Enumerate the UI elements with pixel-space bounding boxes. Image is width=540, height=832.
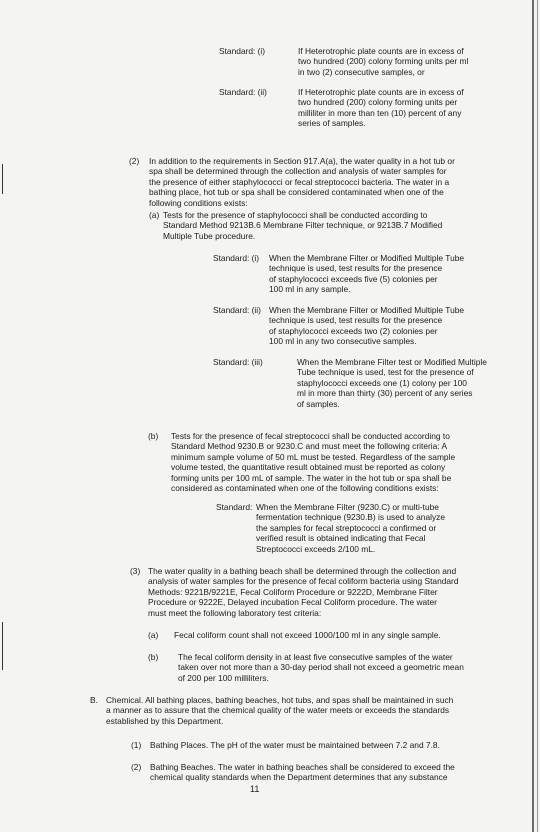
standard-label: Standard: (iii) (213, 357, 263, 367)
standard-text: If Heterotrophic plate counts are in excess of two hundred (200) colony forming units per milliliter in more than ten (10) percent of any series of samples. (298, 87, 464, 129)
paragraph-text: Tests for the presence of fecal streptococci shall be conducted according to Standard Method 9230.B or 9230.C and must meet the following criteria: A minimum sample volume of 50 mL must be tested. Regardless of the sample volume tested, the quantitative result obtained must be reported as colony forming units per 100 mL of sample. The water in the hot tub or spa shall be considered as contaminated when one of the following conditions exists: (171, 431, 456, 494)
scan-edge (537, 0, 538, 832)
standard-label: Standard: (ii) (213, 305, 261, 315)
paragraph-text: Bathing Beaches. The water in bathing beaches shall be considered to exceed the chemical quality standards when the Department determines that any substance (150, 762, 455, 783)
paragraph-text: Tests for the presence of staphylococci shall be conducted according to Standard Method 9213B.6 Membrane Filter technique, or 9213B.7 Modified Multiple Tube procedure. (163, 210, 443, 241)
paragraph-number: (b) (148, 652, 159, 662)
scan-edge (532, 0, 534, 832)
standard-text: When the Membrane Filter or Modified Multiple Tube technique is used, test results for the presence of staphylococci exceeds five (5) colonies per 100 ml in any sample. (269, 253, 465, 295)
standard-text: When the Membrane Filter test or Modified Multiple Tube technique is used, test for the presence of staphylococci exceeds one (1) colony per 100 ml in more than thirty (30) percent of any series of samples. (297, 357, 487, 409)
standard-text: When the Membrane Filter (9230.C) or multi-tube fermentation technique (9230.B) is used to analyze the samples for fecal streptococci a confirmed or verified result is obtained indicating that Fecal Streptococci exceeds 2/100 mL. (256, 502, 446, 554)
paragraph-number: (a) (149, 210, 160, 220)
standard-label: Standard: (i) (219, 46, 266, 56)
standard-label: Standard: (ii) (219, 87, 267, 97)
paragraph-text: In addition to the requirements in Section 917.A(a), the water quality in a hot tub or spa shall be determined through the collection and analysis of water samples for the presence of either staphylococci or fecal streptococci bacteria. The water in a bathing place, hot tub or spa shall be considered contaminated when one of the following conditions exists: (149, 156, 455, 208)
standard-text: When the Membrane Filter or Modified Multiple Tube technique is used, test results for the presence of staphylococci exceeds two (2) colonies per 100 ml in any two consecutive samples. (269, 305, 465, 347)
section-number: B. (90, 695, 98, 705)
paragraph-number: (a) (148, 630, 159, 640)
paragraph-number: (1) (131, 740, 142, 750)
paragraph-text: Bathing Places. The pH of the water must be maintained between 7.2 and 7.8. (150, 740, 440, 750)
paragraph-text: The fecal coliform density in at least five consecutive samples of the water taken over not more than a 30-day period shall not exceed a geometric mean of 200 per 100 milliliters. (178, 652, 464, 683)
paragraph-text: Fecal coliform count shall not exceed 1000/100 ml in any single sample. (174, 630, 441, 640)
paragraph-text: The water quality in a bathing beach shall be determined through the collection and analysis of water samples for the presence of fecal coliform bacteria using Standard Methods: 9221B/9221E, Fecal Coliform Procedure or 9222D, Membrane Filter Procedure or 9222E, Delayed incubation Fecal Coliform procedure. The water must meet the following laboratory test criteria: (148, 566, 459, 618)
standard-label: Standard: (216, 502, 253, 512)
paragraph-number: (b) (148, 431, 159, 441)
paragraph-number: (3) (130, 566, 141, 576)
section-text: Chemical. All bathing places, bathing beaches, hot tubs, and spas shall be maintained in such a manner as to assure that the chemical quality of the water meets or exceeds the standards established by this Department. (106, 695, 454, 726)
scan-mark (2, 164, 3, 194)
scan-mark (2, 622, 3, 670)
paragraph-number: (2) (131, 762, 142, 772)
paragraph-number: (2) (129, 156, 140, 166)
standard-text: If Heterotrophic plate counts are in excess of two hundred (200) colony forming units per ml in two (2) consecutive samples, or (298, 46, 469, 77)
page-number: 11 (250, 784, 260, 794)
standard-label: Standard: (i) (213, 253, 260, 263)
